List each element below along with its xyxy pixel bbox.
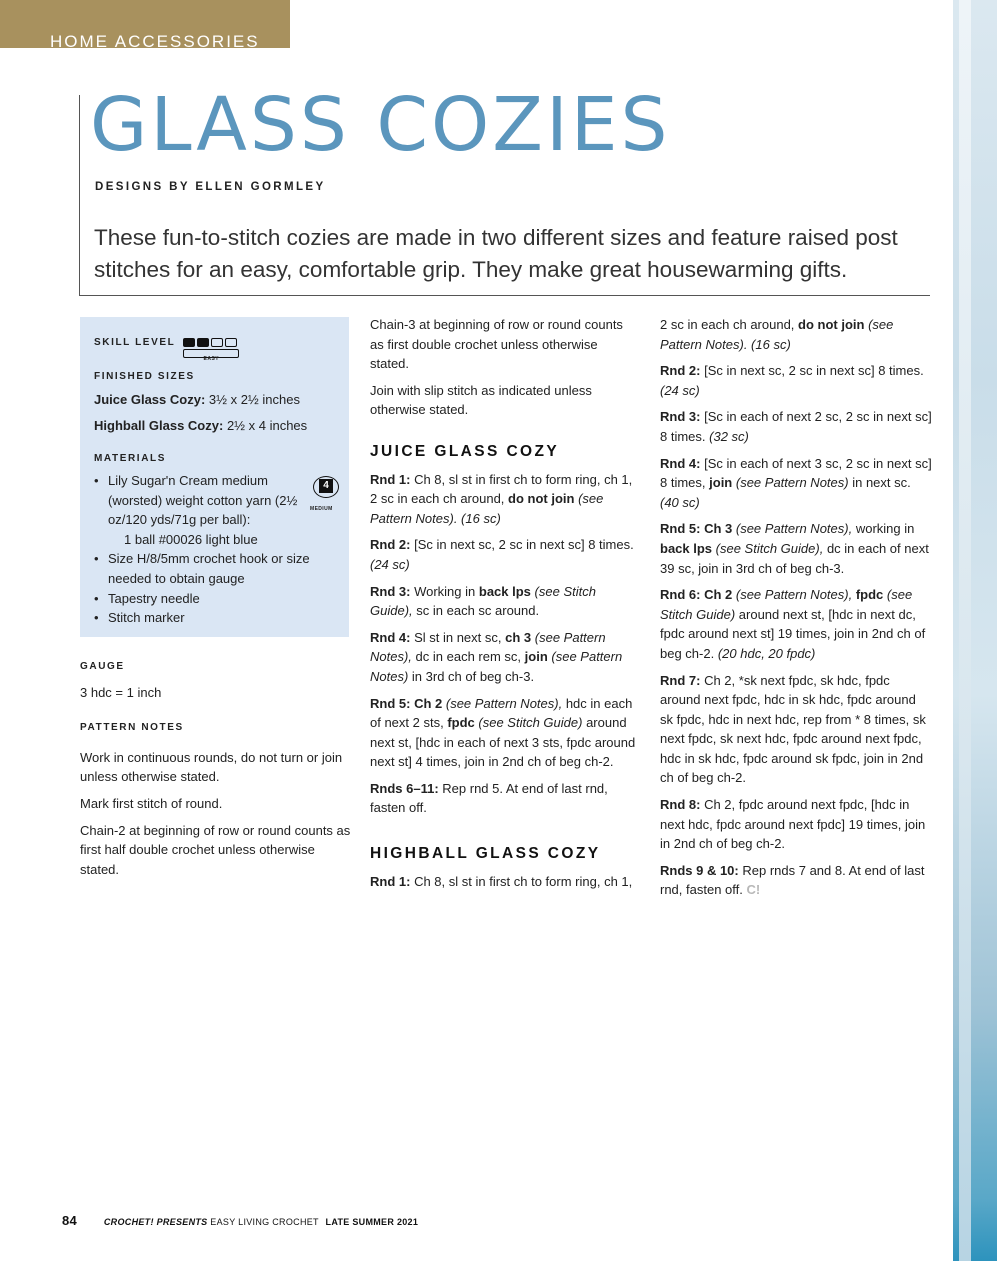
list-item: • Size H/8/5mm crochet hook or size needed to obtain gauge <box>94 549 339 588</box>
gauge-text: 3 hdc = 1 inch <box>80 684 162 700</box>
juice-rnd-1: Rnd 1: Ch 8, sl st in first ch to form ring, ch 1, 2 sc in each ch around, do not join (see Pattern Notes). (16 sc) <box>370 471 633 526</box>
pattern-notes-heading: PATTERN NOTES <box>80 722 184 734</box>
page-footer <box>62 1213 418 1228</box>
page-title: GLASS COZIES <box>90 82 671 168</box>
footer-title: EASY LIVING CROCHET <box>210 1217 319 1227</box>
pattern-note: Chain-3 at beginning of row or round counts as first double crochet unless otherwise stated. <box>370 317 623 372</box>
gauge-heading: GAUGE <box>80 661 125 672</box>
column-middle <box>370 315 640 898</box>
juice-rnd-5: Rnd 5: Ch 2 (see Pattern Notes), hdc in each of next 2 sts, fpdc (see Stitch Guide) around next st, [hdc in each of next 3 sts, fpdc around next st] 4 times, join in 2nd ch of beg ch-2. <box>370 695 636 770</box>
juice-rnd-6-11: Rnds 6–11: Rep rnd 5. At end of last rnd, fasten off. <box>370 780 608 816</box>
juice-rnd-3: Rnd 3: Working in back lps (see Stitch Guide), sc in each sc around. <box>370 583 596 619</box>
highball-rnd-8: Rnd 8: Ch 2, fpdc around next fpdc, [hdc in next hdc, fpdc around next fpdc] 19 times, join in 2nd ch of beg ch-2. <box>660 797 926 852</box>
highball-rnd-1-cont: 2 sc in each ch around, do not join (see Pattern Notes). (16 sc) <box>660 317 894 352</box>
highball-rnd-4: Rnd 4: [Sc in each of next 3 sc, 2 sc in next sc] 8 times, join (see Pattern Notes) in next sc. (40 sc) <box>660 455 932 510</box>
column-left <box>80 657 355 886</box>
highball-rnd-9-10: Rnds 9 & 10: Rep rnds 7 and 8. At end of last rnd, fasten off. C! <box>660 862 925 898</box>
list-item: • Tapestry needle <box>94 589 339 609</box>
pattern-note: Mark first stitch of round. <box>80 795 223 811</box>
intro-text: These fun-to-stitch cozies are made in two different sizes and feature raised post stitches for an easy, comfortable grip. They make great housewarming gifts. <box>94 225 898 282</box>
materials-list <box>94 471 339 628</box>
highball-rnd-5: Rnd 5: Ch 3 (see Pattern Notes), working in back lps (see Stitch Guide), dc in each of next 39 sc, join in 3rd ch of beg ch-3. <box>660 521 929 576</box>
pattern-note: Work in continuous rounds, do not turn or join unless otherwise stated. <box>80 749 343 785</box>
juice-rnd-4: Rnd 4: Sl st in next sc, ch 3 (see Pattern Notes), dc in each rem sc, join (see Pattern Notes) in 3rd ch of beg ch-3. <box>370 629 623 684</box>
category-label: HOME ACCESSORIES <box>50 32 260 51</box>
finished-sizes-heading: FINISHED SIZES <box>94 370 195 382</box>
highball-heading: HIGHBALL GLASS COZY <box>370 845 601 863</box>
list-item: • Stitch marker <box>94 608 339 628</box>
page-edge-photo <box>953 0 997 1261</box>
highball-rnd-3: Rnd 3: [Sc in each of next 2 sc, 2 sc in next sc] 8 times. (32 sc) <box>660 409 932 444</box>
highball-rnd-1-start: Rnd 1: Ch 8, sl st in first ch to form ring, ch 1, <box>370 873 633 889</box>
footer-issue: LATE SUMMER 2021 <box>325 1217 419 1227</box>
footer-brand: CROCHET! PRESENTS <box>103 1217 208 1227</box>
list-item: • Lily Sugar'n Cream medium (worsted) weight cotton yarn (2½ oz/120 yds/71g per ball): 1 ball #00026 light blue <box>94 471 339 549</box>
highball-rnd-2: Rnd 2: [Sc in next sc, 2 sc in next sc] 8 times. (24 sc) <box>660 363 924 398</box>
page-number: 84 <box>62 1213 78 1228</box>
juice-heading: JUICE GLASS COZY <box>370 442 560 460</box>
yarn-weight-icon: 4 MEDIUM <box>313 476 339 510</box>
pattern-note: Chain-2 at beginning of row or round counts as first half double crochet unless otherwise stated. <box>80 822 351 877</box>
size-juice: Juice Glass Cozy: 3½ x 2½ inches <box>94 392 300 408</box>
column-right <box>660 315 932 907</box>
highball-rnd-7: Rnd 7: Ch 2, *sk next fpdc, sk hdc, fpdc around next fpdc, hdc in sk hdc, fpdc around sk fpdc, hdc in next hdc, rep from * 8 times, sk next fpdc, sk next hdc, fpdc around next fpdc, hdc in sk hdc, fpdc around sk fpdc, join in 2nd ch of beg ch-2. <box>660 672 926 786</box>
header-rule-vertical <box>79 95 80 295</box>
skill-level-row <box>94 333 339 363</box>
skill-meter-icon <box>183 338 237 363</box>
highball-rnd-6: Rnd 6: Ch 2 (see Pattern Notes), fpdc (see Stitch Guide) around next st, [hdc in next dc, fpdc around next st] 19 times, join in 2nd ch of beg ch-2. (20 hdc, 20 fpdc) <box>660 587 926 661</box>
info-sidebar <box>80 317 349 637</box>
end-mark-icon: C! <box>746 882 761 898</box>
size-highball: Highball Glass Cozy: 2½ x 4 inches <box>94 417 308 433</box>
materials-heading: MATERIALS <box>94 453 166 465</box>
juice-rnd-2: Rnd 2: [Sc in next sc, 2 sc in next sc] 8 times. (24 sc) <box>370 537 634 572</box>
pattern-note: Join with slip stitch as indicated unless otherwise stated. <box>370 382 592 418</box>
header-rule-horizontal <box>79 295 930 296</box>
skill-rating: EASY <box>183 349 239 358</box>
skill-level-heading: SKILL LEVEL <box>94 337 176 348</box>
byline: DESIGNS BY ELLEN GORMLEY <box>95 181 326 193</box>
